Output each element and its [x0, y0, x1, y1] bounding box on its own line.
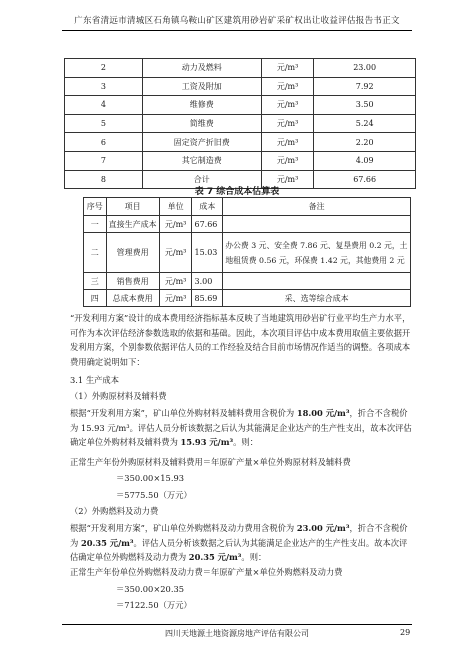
- paragraph-method: “开发利用方案”设计的成本费用经济指标基本反映了当地建筑用砂岩矿行业平均生产力水平，可作为本次评估经济参数选取的依据和基础。因此，本次项目评估中成本费用取值主要依据开发利用方案，个别参数依据评估人员的工作经验及结合目前市场情况作适当的调整。各项成本费用确定说明如下：: [70, 313, 411, 367]
- header-cost: 成本: [192, 198, 223, 216]
- subsection-1: （1）外购原材料及辅料费: [70, 391, 167, 401]
- row-item: 动力及燃料: [142, 59, 261, 78]
- text: 根据“开发利用方案”，矿山单位外购材料及辅料费用含税价为: [70, 408, 297, 418]
- company-footer: 四川天地源土地资源房地产评估有限公司: [165, 629, 309, 638]
- header-rule: [62, 30, 412, 31]
- table7-caption: 表 7 综合成本估算表: [194, 187, 280, 197]
- table-row: [84, 290, 411, 307]
- row-note: [223, 273, 411, 290]
- row-no: 一: [84, 216, 107, 233]
- table-row: [65, 77, 416, 96]
- table-row: [65, 96, 416, 115]
- row-item: 合计: [142, 170, 261, 189]
- row-no: 5: [65, 114, 143, 133]
- row-unit: 元/m³: [261, 96, 313, 115]
- table-row: [65, 151, 416, 170]
- header-item: 项目: [106, 198, 159, 216]
- row-note: [223, 216, 411, 233]
- composite-cost-table: [83, 197, 411, 307]
- section-3-1: 3.1 生产成本: [70, 375, 120, 385]
- formula-line: 正常生产年份单位外购燃料及动力费＝年原矿产量×单位外购燃料及动力费: [70, 567, 343, 577]
- header-no: 序号: [84, 198, 107, 216]
- row-item: 简维费: [142, 114, 261, 133]
- text: 根据“开发利用方案”，矿山单位外购燃料及动力费用含税价为: [70, 523, 297, 533]
- row-value: 3.50: [314, 96, 416, 115]
- formula-result: ＝7122.50（万元）: [116, 600, 192, 610]
- table-row: [65, 114, 416, 133]
- row-no: 2: [65, 59, 143, 78]
- row-item: 销售费用: [106, 273, 159, 290]
- table-row: [84, 216, 411, 233]
- table-row: [65, 59, 416, 78]
- text: ，折合不含税价为 15.93 元/m³。评估人员分析该数据之后认为其能满足企业达产的生产性支出，故本次评估确定单位外购材料及辅料费为: [70, 408, 412, 447]
- table-row: [65, 133, 416, 152]
- value: 20.35 元/m³: [188, 552, 242, 562]
- row-note: 办公费 3 元、安全费 7.86 元、复垦费用 0.2 元，土地租赁费 0.56 元，环保费 1.42 元，其他费用 2 元: [223, 233, 411, 273]
- row-item: 直接生产成本: [106, 216, 159, 233]
- row-unit: 元/m³: [159, 233, 192, 273]
- header-note: 备注: [223, 198, 411, 216]
- row-item: 其它制造费: [142, 151, 261, 170]
- text: ，折合不含税价为: [70, 523, 408, 548]
- row-cost: 85.69: [192, 290, 223, 307]
- table7-header-row: [84, 198, 411, 216]
- row-unit: 元/m³: [159, 273, 192, 290]
- row-item: 总成本费用: [106, 290, 159, 307]
- row-cost: 3.00: [192, 273, 223, 290]
- page-number: 29: [400, 628, 411, 637]
- table-row: [84, 233, 411, 273]
- row-no: 二: [84, 233, 107, 273]
- row-value: 67.66: [314, 170, 416, 189]
- value: 15.93 元/m³: [180, 437, 234, 447]
- row-item: 固定资产折旧费: [142, 133, 261, 152]
- row-cost: 15.03: [192, 233, 223, 273]
- row-cost: 67.66: [192, 216, 223, 233]
- text: 。则：: [241, 552, 267, 562]
- row-item: 管理费用: [106, 233, 159, 273]
- row-no: 4: [65, 96, 143, 115]
- subsection-2: （2）外购燃料及动力费: [70, 506, 159, 516]
- row-note: 采、选等综合成本: [223, 290, 411, 307]
- row-unit: 元/m³: [261, 114, 313, 133]
- value: 20.35 元/m³: [80, 537, 134, 548]
- row-item: 维修费: [142, 96, 261, 115]
- text: 。评估人员分析该数据之后认为其能满足企业达产的生产性支出。故本次评估确定单位外购燃料及动力费为: [70, 537, 408, 562]
- row-value: 4.09: [314, 151, 416, 170]
- value: 23.00 元/m³: [296, 523, 350, 533]
- table-row: [84, 273, 411, 290]
- row-unit: 元/m³: [261, 59, 313, 78]
- unit-cost-table: [64, 58, 416, 189]
- row-value: 5.24: [314, 114, 416, 133]
- header-unit: 单位: [159, 198, 192, 216]
- value: 18.00 元/m³: [296, 408, 350, 418]
- row-no: 7: [65, 151, 143, 170]
- row-no: 3: [65, 77, 143, 96]
- row-unit: 元/m³: [159, 216, 192, 233]
- formula-line: ＝350.00×15.93: [116, 473, 185, 483]
- formula-line: 正常生产年份外购原材料及辅料费用＝年原矿产量×单位外购原材料及辅料费: [70, 457, 351, 467]
- formula-line: ＝350.00×20.35: [116, 584, 185, 594]
- row-unit: 元/m³: [159, 290, 192, 307]
- row-unit: 元/m³: [261, 133, 313, 152]
- row-no: 四: [84, 290, 107, 307]
- row-no: 8: [65, 170, 143, 189]
- row-unit: 元/m³: [261, 170, 313, 189]
- page-header: 广东省清远市清城区石角镇乌鞍山矿区建筑用砂岩矿采矿权出让收益评估报告书正文: [74, 16, 400, 26]
- row-no: 三: [84, 273, 107, 290]
- row-no: 6: [65, 133, 143, 152]
- row-unit: 元/m³: [261, 77, 313, 96]
- row-value: 23.00: [314, 59, 416, 78]
- row-unit: 元/m³: [261, 151, 313, 170]
- row-value: 7.92: [314, 77, 416, 96]
- row-item: 工资及附加: [142, 77, 261, 96]
- paragraph-materials: [70, 406, 412, 450]
- text: 。则：: [233, 437, 259, 447]
- formula-result: ＝5775.50（万元）: [116, 490, 192, 500]
- row-value: 2.20: [314, 133, 416, 152]
- footer-rule: [62, 624, 412, 625]
- paragraph-fuel: [70, 521, 412, 565]
